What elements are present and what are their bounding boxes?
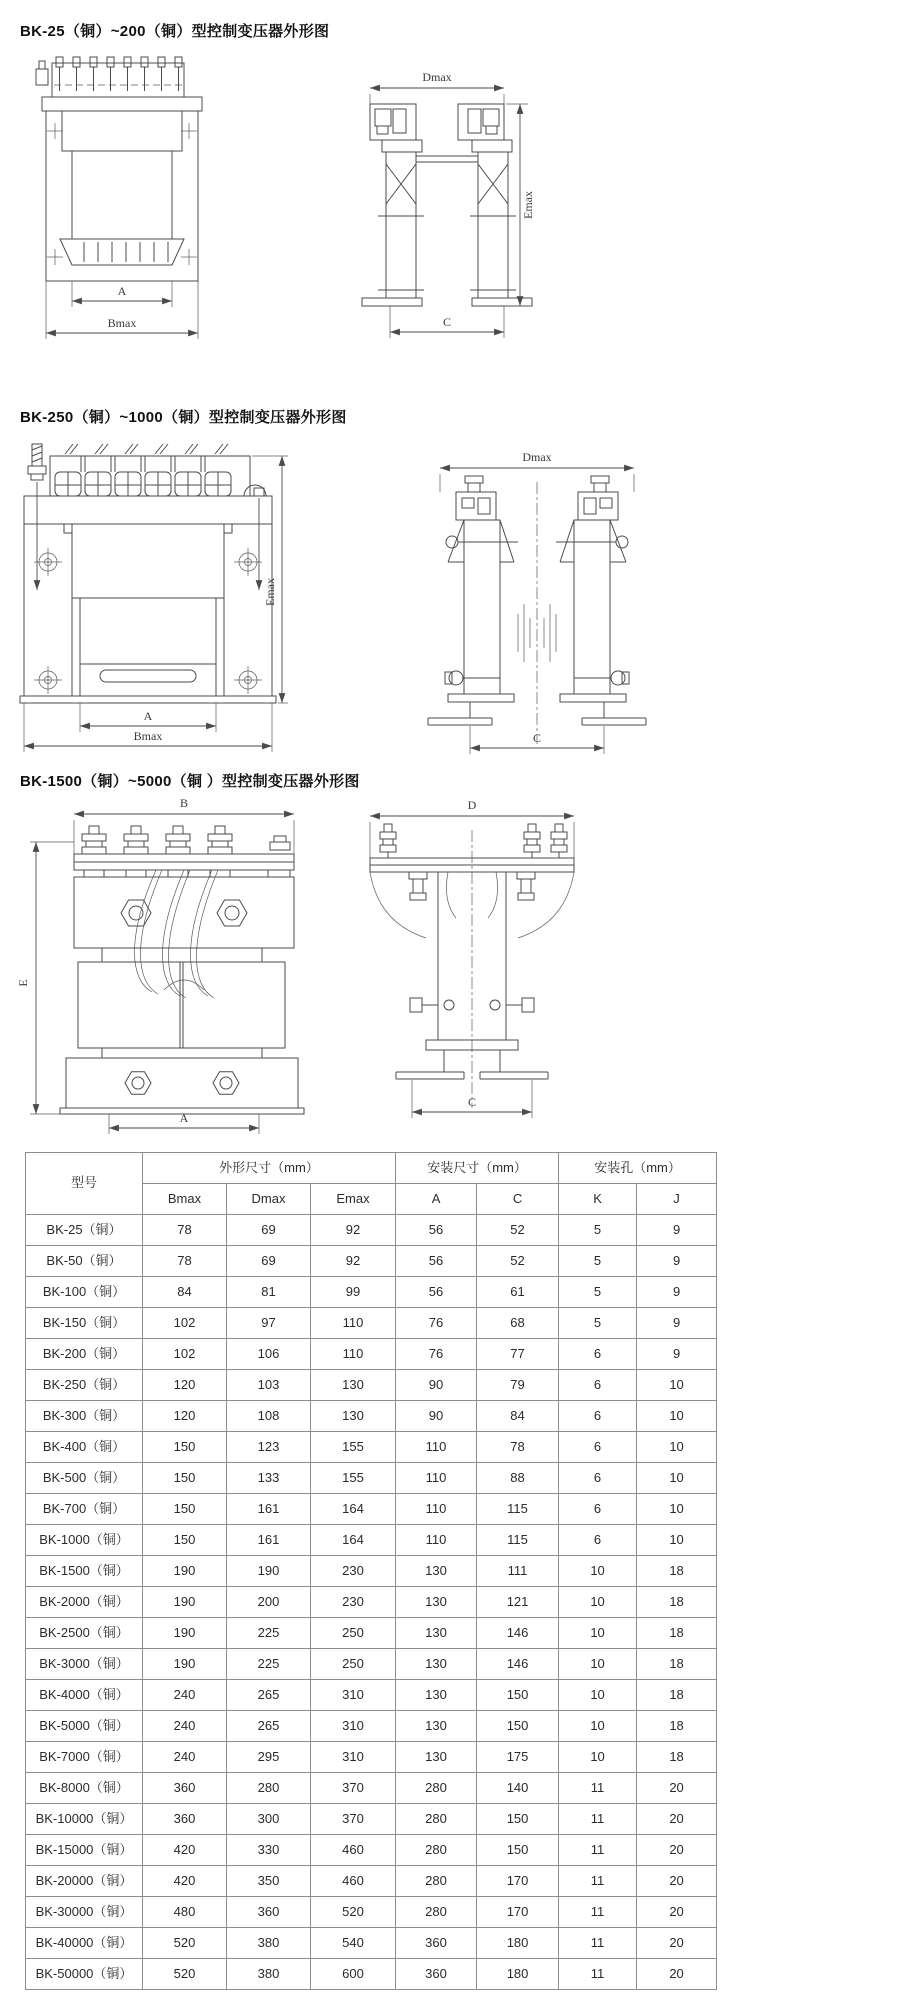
value-cell: 240: [143, 1680, 227, 1711]
model-cell: BK-5000（铜）: [26, 1711, 143, 1742]
value-cell: 9: [637, 1215, 717, 1246]
dim-label-a: A: [143, 709, 153, 723]
value-cell: 102: [143, 1308, 227, 1339]
dim-label-d: D: [467, 800, 477, 812]
value-cell: 520: [143, 1959, 227, 1990]
table-row: [26, 1835, 717, 1866]
value-cell: 310: [311, 1742, 396, 1773]
value-cell: 10: [637, 1463, 717, 1494]
value-cell: 230: [311, 1587, 396, 1618]
model-cell: BK-700（铜）: [26, 1494, 143, 1525]
spec-table: [25, 1152, 717, 1990]
side-body: [428, 476, 646, 744]
value-cell: 77: [477, 1339, 559, 1370]
value-cell: 78: [477, 1432, 559, 1463]
value-cell: 92: [311, 1246, 396, 1277]
value-cell: 10: [637, 1494, 717, 1525]
value-cell: 200: [227, 1587, 311, 1618]
dim-label-emax: Emax: [521, 191, 535, 219]
table-row: [26, 1587, 717, 1618]
value-cell: 110: [396, 1432, 477, 1463]
value-cell: 265: [227, 1711, 311, 1742]
model-cell: BK-500（铜）: [26, 1463, 143, 1494]
model-cell: BK-200（铜）: [26, 1339, 143, 1370]
dim-label-a: A: [117, 284, 127, 298]
value-cell: 133: [227, 1463, 311, 1494]
value-cell: 6: [559, 1432, 637, 1463]
section-title-2: BK-250（铜）~1000（铜）型控制变压器外形图: [20, 409, 347, 426]
value-cell: 600: [311, 1959, 396, 1990]
model-cell: BK-100（铜）: [26, 1277, 143, 1308]
value-cell: 110: [311, 1339, 396, 1370]
value-cell: 130: [311, 1401, 396, 1432]
table-row: [26, 1277, 717, 1308]
value-cell: 120: [143, 1370, 227, 1401]
value-cell: 170: [477, 1866, 559, 1897]
table-row: [26, 1339, 717, 1370]
value-cell: 250: [311, 1649, 396, 1680]
value-cell: 79: [477, 1370, 559, 1401]
value-cell: 295: [227, 1742, 311, 1773]
value-cell: 6: [559, 1370, 637, 1401]
value-cell: 78: [143, 1246, 227, 1277]
value-cell: 420: [143, 1866, 227, 1897]
value-cell: 370: [311, 1804, 396, 1835]
value-cell: 20: [637, 1835, 717, 1866]
value-cell: 84: [143, 1277, 227, 1308]
value-cell: 20: [637, 1866, 717, 1897]
transformer-body: [20, 482, 276, 703]
value-cell: 190: [227, 1556, 311, 1587]
value-cell: 360: [143, 1804, 227, 1835]
value-cell: 81: [227, 1277, 311, 1308]
value-cell: 130: [396, 1711, 477, 1742]
value-cell: 10: [559, 1649, 637, 1680]
value-cell: 10: [637, 1525, 717, 1556]
value-cell: 150: [143, 1432, 227, 1463]
value-cell: 380: [227, 1928, 311, 1959]
col-header-c: C: [477, 1184, 559, 1215]
mounting-holes: [34, 548, 262, 694]
table-row: [26, 1897, 717, 1928]
col-header-dmax: Dmax: [227, 1184, 311, 1215]
table-row: [26, 1680, 717, 1711]
value-cell: 180: [477, 1959, 559, 1990]
value-cell: 9: [637, 1308, 717, 1339]
value-cell: 540: [311, 1928, 396, 1959]
value-cell: 130: [396, 1587, 477, 1618]
value-cell: 150: [143, 1525, 227, 1556]
value-cell: 9: [637, 1277, 717, 1308]
table-row: [26, 1928, 717, 1959]
table-row: [26, 1618, 717, 1649]
table-row: [26, 1494, 717, 1525]
value-cell: 11: [559, 1897, 637, 1928]
dimension-emax: [252, 456, 288, 703]
value-cell: 330: [227, 1835, 311, 1866]
value-cell: 140: [477, 1773, 559, 1804]
value-cell: 11: [559, 1928, 637, 1959]
dimension-a: [72, 281, 172, 307]
dim-label-emax: Emax: [263, 578, 277, 606]
dim-label-bmax: Bmax: [133, 729, 163, 743]
transformer-body: [46, 111, 198, 281]
dim-label-dmax: Dmax: [422, 70, 452, 84]
value-cell: 102: [143, 1339, 227, 1370]
value-cell: 106: [227, 1339, 311, 1370]
value-cell: 10: [559, 1618, 637, 1649]
table-row: [26, 1866, 717, 1897]
terminal-block: [36, 57, 202, 111]
value-cell: 20: [637, 1773, 717, 1804]
value-cell: 10: [559, 1556, 637, 1587]
side-body: [370, 824, 574, 1108]
table-row: [26, 1370, 717, 1401]
value-cell: 18: [637, 1649, 717, 1680]
model-cell: BK-25（铜）: [26, 1215, 143, 1246]
value-cell: 350: [227, 1866, 311, 1897]
value-cell: 10: [637, 1401, 717, 1432]
terminal-block: [28, 444, 266, 496]
value-cell: 5: [559, 1277, 637, 1308]
value-cell: 6: [559, 1339, 637, 1370]
value-cell: 20: [637, 1959, 717, 1990]
value-cell: 280: [227, 1773, 311, 1804]
table-row: [26, 1215, 717, 1246]
model-cell: BK-15000（铜）: [26, 1835, 143, 1866]
value-cell: 460: [311, 1835, 396, 1866]
value-cell: 300: [227, 1804, 311, 1835]
value-cell: 265: [227, 1680, 311, 1711]
model-cell: BK-3000（铜）: [26, 1649, 143, 1680]
table-row: [26, 1308, 717, 1339]
col-group-outline-dimensions: 外形尺寸（mm）: [143, 1153, 396, 1184]
value-cell: 280: [396, 1835, 477, 1866]
value-cell: 370: [311, 1773, 396, 1804]
value-cell: 190: [143, 1587, 227, 1618]
value-cell: 225: [227, 1649, 311, 1680]
value-cell: 146: [477, 1649, 559, 1680]
value-cell: 90: [396, 1401, 477, 1432]
value-cell: 150: [143, 1494, 227, 1525]
table-row: [26, 1649, 717, 1680]
dimension-d: [370, 800, 574, 858]
model-cell: BK-8000（铜）: [26, 1773, 143, 1804]
side-view-drawing-3: [352, 800, 592, 1122]
value-cell: 10: [559, 1742, 637, 1773]
value-cell: 56: [396, 1277, 477, 1308]
model-cell: BK-10000（铜）: [26, 1804, 143, 1835]
value-cell: 20: [637, 1804, 717, 1835]
dimension-dmax: [370, 70, 504, 104]
col-header-emax: Emax: [311, 1184, 396, 1215]
value-cell: 52: [477, 1215, 559, 1246]
transformer-body: [60, 854, 304, 1114]
value-cell: 11: [559, 1773, 637, 1804]
mounting-hole-marks: [47, 123, 197, 265]
value-cell: 11: [559, 1959, 637, 1990]
value-cell: 97: [227, 1308, 311, 1339]
value-cell: 110: [396, 1463, 477, 1494]
dimension-emax: [506, 104, 535, 306]
model-cell: BK-250（铜）: [26, 1370, 143, 1401]
value-cell: 130: [396, 1556, 477, 1587]
value-cell: 5: [559, 1215, 637, 1246]
value-cell: 6: [559, 1463, 637, 1494]
model-cell: BK-2000（铜）: [26, 1587, 143, 1618]
value-cell: 52: [477, 1246, 559, 1277]
value-cell: 115: [477, 1525, 559, 1556]
value-cell: 9: [637, 1246, 717, 1277]
value-cell: 68: [477, 1308, 559, 1339]
value-cell: 225: [227, 1618, 311, 1649]
model-cell: BK-50（铜）: [26, 1246, 143, 1277]
dimension-b: [74, 798, 294, 854]
value-cell: 480: [143, 1897, 227, 1928]
value-cell: 130: [396, 1649, 477, 1680]
value-cell: 161: [227, 1494, 311, 1525]
value-cell: 18: [637, 1587, 717, 1618]
value-cell: 360: [143, 1773, 227, 1804]
col-group-mounting-holes: 安装孔（mm）: [559, 1153, 717, 1184]
value-cell: 5: [559, 1246, 637, 1277]
side-view-drawing-1: [352, 58, 542, 353]
value-cell: 5: [559, 1308, 637, 1339]
value-cell: 18: [637, 1742, 717, 1773]
value-cell: 76: [396, 1339, 477, 1370]
value-cell: 10: [559, 1587, 637, 1618]
value-cell: 280: [396, 1897, 477, 1928]
dim-label-bmax: Bmax: [107, 316, 137, 330]
table-row: [26, 1432, 717, 1463]
value-cell: 18: [637, 1680, 717, 1711]
value-cell: 520: [311, 1897, 396, 1928]
model-cell: BK-1500（铜）: [26, 1556, 143, 1587]
value-cell: 190: [143, 1649, 227, 1680]
value-cell: 280: [396, 1804, 477, 1835]
value-cell: 11: [559, 1835, 637, 1866]
model-cell: BK-1000（铜）: [26, 1525, 143, 1556]
table-row: [26, 1556, 717, 1587]
value-cell: 11: [559, 1804, 637, 1835]
table-row: [26, 1773, 717, 1804]
value-cell: 10: [559, 1711, 637, 1742]
value-cell: 120: [143, 1401, 227, 1432]
value-cell: 6: [559, 1494, 637, 1525]
value-cell: 310: [311, 1680, 396, 1711]
value-cell: 150: [477, 1835, 559, 1866]
value-cell: 460: [311, 1866, 396, 1897]
value-cell: 230: [311, 1556, 396, 1587]
value-cell: 6: [559, 1525, 637, 1556]
dim-label-dmax: Dmax: [522, 450, 552, 464]
model-cell: BK-2500（铜）: [26, 1618, 143, 1649]
value-cell: 9: [637, 1339, 717, 1370]
col-header-j: J: [637, 1184, 717, 1215]
col-group-mounting-dimensions: 安装尺寸（mm）: [396, 1153, 559, 1184]
value-cell: 175: [477, 1742, 559, 1773]
value-cell: 150: [477, 1711, 559, 1742]
model-cell: BK-400（铜）: [26, 1432, 143, 1463]
col-header-k: K: [559, 1184, 637, 1215]
value-cell: 190: [143, 1556, 227, 1587]
value-cell: 56: [396, 1246, 477, 1277]
model-cell: BK-300（铜）: [26, 1401, 143, 1432]
value-cell: 240: [143, 1742, 227, 1773]
value-cell: 164: [311, 1494, 396, 1525]
table-row: [26, 1804, 717, 1835]
value-cell: 56: [396, 1215, 477, 1246]
model-cell: BK-50000（铜）: [26, 1959, 143, 1990]
table-row: [26, 1711, 717, 1742]
value-cell: 310: [311, 1711, 396, 1742]
model-cell: BK-30000（铜）: [26, 1897, 143, 1928]
value-cell: 360: [396, 1928, 477, 1959]
dim-label-a: A: [179, 1111, 189, 1125]
table-row: [26, 1463, 717, 1494]
value-cell: 69: [227, 1215, 311, 1246]
value-cell: 108: [227, 1401, 311, 1432]
value-cell: 280: [396, 1866, 477, 1897]
value-cell: 110: [311, 1308, 396, 1339]
value-cell: 170: [477, 1897, 559, 1928]
value-cell: 130: [396, 1680, 477, 1711]
value-cell: 130: [311, 1370, 396, 1401]
value-cell: 111: [477, 1556, 559, 1587]
model-cell: BK-4000（铜）: [26, 1680, 143, 1711]
value-cell: 61: [477, 1277, 559, 1308]
value-cell: 6: [559, 1401, 637, 1432]
dim-label-c: C: [467, 1095, 477, 1109]
value-cell: 130: [396, 1618, 477, 1649]
table-row: [26, 1246, 717, 1277]
value-cell: 420: [143, 1835, 227, 1866]
value-cell: 88: [477, 1463, 559, 1494]
front-view-drawing-1: [22, 55, 222, 355]
value-cell: 360: [227, 1897, 311, 1928]
front-view-drawing-3: [14, 798, 314, 1138]
value-cell: 360: [396, 1959, 477, 1990]
spec-table-body: [26, 1215, 717, 1990]
value-cell: 121: [477, 1587, 559, 1618]
value-cell: 78: [143, 1215, 227, 1246]
model-cell: BK-7000（铜）: [26, 1742, 143, 1773]
value-cell: 20: [637, 1928, 717, 1959]
model-cell: BK-20000（铜）: [26, 1866, 143, 1897]
value-cell: 90: [396, 1370, 477, 1401]
value-cell: 69: [227, 1246, 311, 1277]
dimension-e: [16, 842, 74, 1114]
value-cell: 161: [227, 1525, 311, 1556]
value-cell: 380: [227, 1959, 311, 1990]
dim-label-c: C: [532, 731, 542, 745]
dimension-c: [390, 306, 504, 338]
value-cell: 92: [311, 1215, 396, 1246]
table-row: [26, 1959, 717, 1990]
value-cell: 103: [227, 1370, 311, 1401]
side-body: [362, 104, 532, 306]
value-cell: 18: [637, 1711, 717, 1742]
front-view-drawing-2: [16, 442, 296, 754]
value-cell: 18: [637, 1618, 717, 1649]
table-row: [26, 1525, 717, 1556]
col-header-model: 型号: [26, 1153, 143, 1215]
dim-label-b: B: [179, 798, 189, 810]
section-title-1: BK-25（铜）~200（铜）型控制变压器外形图: [20, 23, 330, 40]
value-cell: 10: [637, 1370, 717, 1401]
value-cell: 280: [396, 1773, 477, 1804]
value-cell: 250: [311, 1618, 396, 1649]
value-cell: 155: [311, 1432, 396, 1463]
dim-label-c: C: [442, 315, 452, 329]
value-cell: 150: [477, 1680, 559, 1711]
terminal-bolts: [82, 826, 290, 854]
value-cell: 150: [477, 1804, 559, 1835]
value-cell: 123: [227, 1432, 311, 1463]
value-cell: 115: [477, 1494, 559, 1525]
value-cell: 155: [311, 1463, 396, 1494]
value-cell: 11: [559, 1866, 637, 1897]
value-cell: 10: [637, 1432, 717, 1463]
table-row: [26, 1742, 717, 1773]
section-title-3: BK-1500（铜）~5000（铜 ）型控制变压器外形图: [20, 773, 360, 790]
value-cell: 150: [143, 1463, 227, 1494]
value-cell: 180: [477, 1928, 559, 1959]
value-cell: 99: [311, 1277, 396, 1308]
value-cell: 130: [396, 1742, 477, 1773]
value-cell: 110: [396, 1494, 477, 1525]
value-cell: 146: [477, 1618, 559, 1649]
value-cell: 20: [637, 1897, 717, 1928]
value-cell: 164: [311, 1525, 396, 1556]
table-row: [26, 1401, 717, 1432]
value-cell: 190: [143, 1618, 227, 1649]
dim-label-e: E: [16, 979, 30, 987]
col-header-a: A: [396, 1184, 477, 1215]
value-cell: 240: [143, 1711, 227, 1742]
value-cell: 110: [396, 1525, 477, 1556]
dimension-a: [80, 703, 216, 732]
side-view-drawing-2: [412, 446, 662, 761]
value-cell: 84: [477, 1401, 559, 1432]
value-cell: 520: [143, 1928, 227, 1959]
dimension-c: [470, 726, 604, 754]
model-cell: BK-150（铜）: [26, 1308, 143, 1339]
col-header-bmax: Bmax: [143, 1184, 227, 1215]
value-cell: 18: [637, 1556, 717, 1587]
value-cell: 76: [396, 1308, 477, 1339]
model-cell: BK-40000（铜）: [26, 1928, 143, 1959]
value-cell: 10: [559, 1680, 637, 1711]
